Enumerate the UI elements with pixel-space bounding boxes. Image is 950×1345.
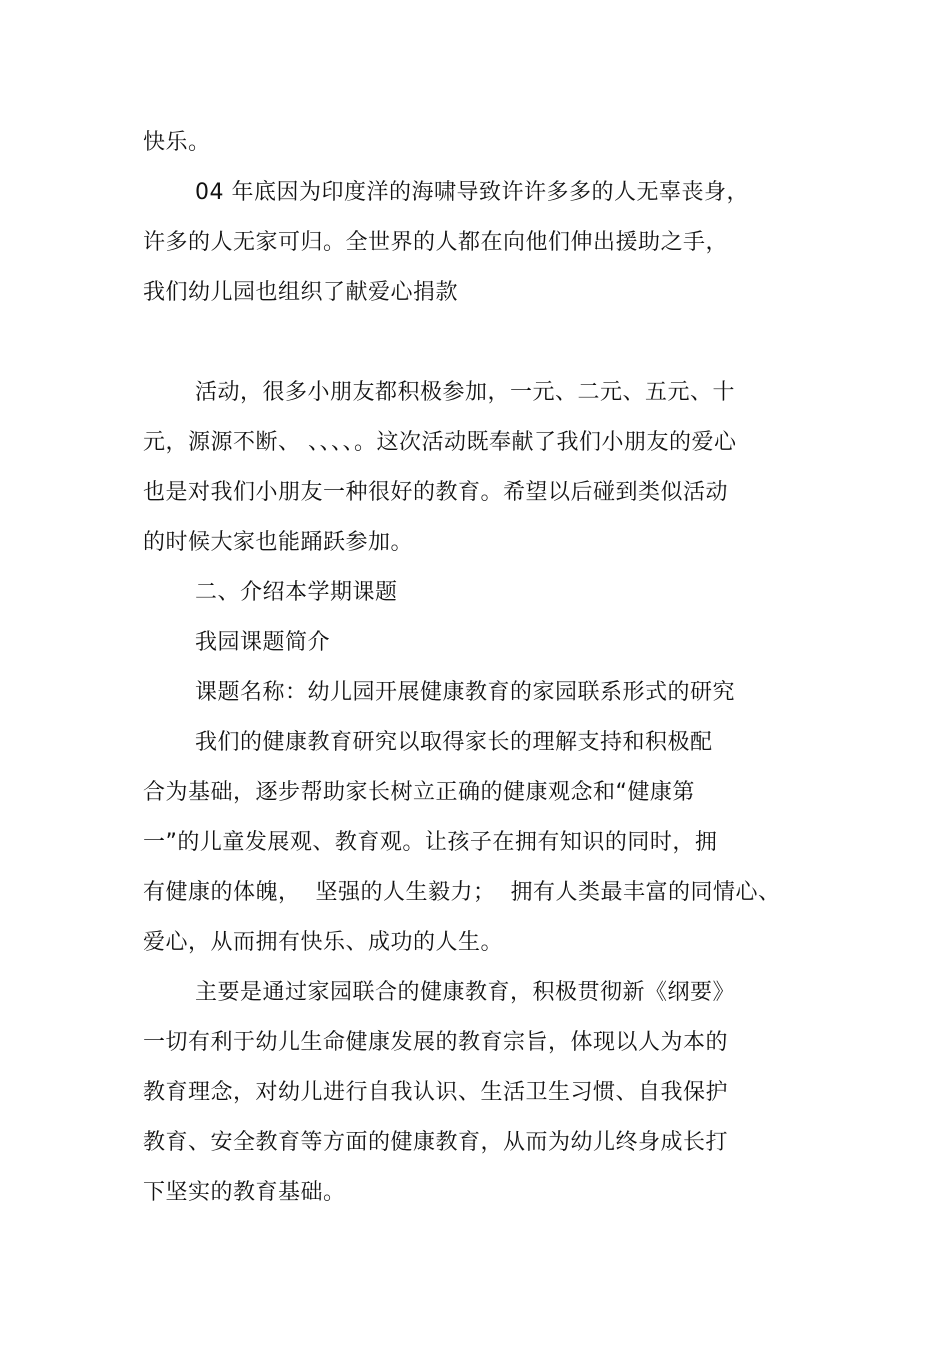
text-line: 爱心，从而拥有快乐、成功的人生。	[143, 930, 504, 955]
text-line: 元，源源不断、 、、、、。这次活动既奉献了我们小朋友的爱心	[143, 430, 737, 455]
subsection-heading: 我园课题简介	[195, 630, 331, 655]
project-title: 课题名称：幼儿园开展健康教育的家园联系形式的研究	[195, 680, 736, 705]
text-line: 教育理念，对幼儿进行自我认识、生活卫生习惯、自我保护	[143, 1080, 729, 1105]
text-line: 我们的健康教育研究以取得家长的理解支持和积极配	[195, 730, 713, 755]
text-line: 合为基础，逐步帮助家长树立正确的健康观念和“健康第	[143, 780, 695, 805]
text-line: 04 年底因为印度洋的海啸导致许许多多的人无辜丧身，	[195, 180, 749, 205]
text-line: 主要是通过家园联合的健康教育，积极贯彻新《纲要》	[195, 980, 736, 1005]
text-line: 教育、安全教育等方面的健康教育，从而为幼儿终身成长打	[143, 1130, 729, 1155]
text-line: 下坚实的教育基础。	[143, 1180, 346, 1205]
text-line: 有健康的体魄， 坚强的人生毅力； 拥有人类最丰富的同情心、	[143, 880, 781, 905]
text-line: 的时候大家也能踊跃参加。	[143, 530, 414, 555]
text-line: 一”的儿童发展观、教育观。让孩子在拥有知识的同时，拥	[143, 830, 718, 855]
text-line: 活动，很多小朋友都积极参加，一元、二元、五元、十	[195, 380, 736, 405]
text-line: 许多的人无家可归。全世界的人都在向他们伸出援助之手，	[143, 230, 729, 255]
text-line: 也是对我们小朋友一种很好的教育。希望以后碰到类似活动	[143, 480, 729, 505]
text-line: 快乐。	[143, 130, 211, 155]
text-line: 一切有利于幼儿生命健康发展的教育宗旨，体现以人为本的	[143, 1030, 729, 1055]
section-heading: 二、介绍本学期课题	[195, 580, 398, 605]
text-line: 我们幼儿园也组织了献爱心捐款	[143, 280, 459, 305]
